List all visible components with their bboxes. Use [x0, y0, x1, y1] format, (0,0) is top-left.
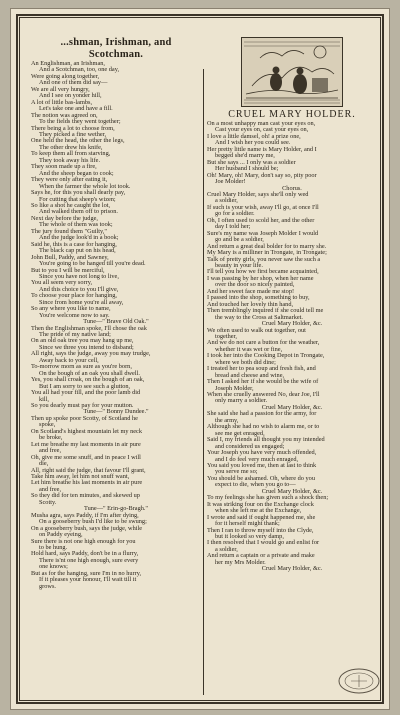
library-stamp-image — [337, 667, 381, 695]
verse-line: And walked them off to prison. — [39, 208, 118, 216]
verse-line: Cruel Mary Holder, says she'll only wed — [207, 190, 309, 198]
verse-line: Then I asked her if she would be the wife of — [207, 378, 319, 386]
verse-line: To-morrow morn as sure as you're born, — [31, 363, 132, 371]
verse-line: Tune—" Bonny Dundee." — [83, 408, 149, 416]
verse-line: On a most unhappy man cast your eyes on, — [207, 120, 316, 127]
verse-line: And I see on yonder hill, — [39, 92, 102, 100]
verse-line: To keep them all from starving, — [31, 150, 111, 158]
verse-line: but it looked so very damp, — [215, 533, 284, 540]
left-song-title-line1: ...shman, Irishman, and — [60, 37, 172, 48]
verse-line: spoke, — [39, 421, 56, 429]
verse-line: Oh! Mary, oh! Mary, don't say so, pity poor — [207, 171, 317, 179]
verse-line: Says he, for this you shall dearly pay, — [31, 189, 126, 197]
verse-line: Next day before the judge, — [31, 214, 98, 222]
verse-line: I took her into the Cooking Depot in Trongate, — [207, 352, 325, 360]
verse-line: and I do feel very much enraged, — [215, 455, 299, 463]
verse-line: One held the head, the other the legs, — [31, 137, 125, 145]
verse-line: So you dearly must pay for your mutton. — [31, 402, 134, 410]
verse-line: When she cruelly answered No, dear Joe, I'll — [207, 391, 320, 399]
verse-line: Cast your eyes on, cast your eyes on, — [215, 126, 309, 134]
left-song-title-line2: Scotchman. — [88, 49, 144, 60]
verse-line: Said he, this is a case for hanging, — [31, 240, 117, 248]
verse-line: The pride of my native land; — [39, 331, 111, 339]
left-song-column — [31, 37, 201, 695]
verse-line: a soldier, — [215, 545, 238, 553]
verse-line: Cruel Mary Holder, &c. — [261, 403, 323, 411]
verse-line: And a Scotchman, too, one day, — [39, 66, 120, 74]
verse-line: Oh, I often used to scold her, and the other — [207, 216, 315, 224]
verse-line: If such is your wish, away I'll go, at once I'll — [207, 203, 319, 211]
verse-line: They soon made up a fire, — [31, 163, 97, 171]
verse-line: You're going to be hanged till you're dead. — [39, 260, 146, 268]
verse-line: Since we three you intend to disband; — [39, 343, 134, 351]
verse-line: grows. — [39, 582, 56, 590]
verse-line: And I wish her you could see. — [215, 139, 291, 147]
right-song-verses — [207, 121, 377, 573]
verse-line: It was striking four on the Exchange clock — [207, 500, 314, 508]
verse-line: They took away his life. — [39, 156, 101, 164]
verse-line: To my feelings she has given such a shock then; — [207, 494, 329, 502]
verse-line: Sure's my name was Joseph Molder I would — [207, 229, 319, 237]
woodcut-vignette-image — [241, 37, 343, 107]
verse-line: The black cap put on his head, — [39, 247, 116, 255]
verse-line: And return a captain or a private and make — [207, 552, 315, 560]
verse-line: you serve me so; — [215, 468, 258, 476]
verse-line: So they did for ten minutes, and skewed up — [31, 492, 140, 500]
verse-line: beauty in your life. — [215, 261, 263, 269]
verse-line: The whole of them was took; — [39, 221, 113, 229]
verse-line: John Bull, Paddy, and Sawney, — [31, 253, 109, 261]
verse-line: I was passing by her shop, when her name — [207, 274, 314, 282]
verse-line: I then resolved that I would go and enlist for — [207, 539, 320, 547]
verse-line: and considered us engaged; — [215, 442, 285, 450]
left-song-verses — [31, 61, 201, 590]
verse-line: And touched her lovely thin hand, — [207, 300, 294, 308]
verse-line: But I am sorry to see such a glutton, — [39, 382, 131, 390]
verse-line: on Paddy eyeing, — [39, 531, 83, 539]
verse-line: Hold hard, says Paddy, don't be in a flurry, — [31, 550, 139, 558]
broadside-sheet — [10, 8, 390, 710]
verse-line: You're welcome now to say. — [39, 311, 110, 319]
verse-line: to be hung. — [39, 543, 68, 551]
verse-line: over the door so nicely painted, — [215, 281, 295, 289]
right-song-column — [207, 37, 377, 695]
verse-line: I passed into the shop, something to buy, — [207, 294, 310, 302]
verse-line: Joseph Molder, — [215, 384, 254, 392]
verse-line: All, right said the judge, that favour I'll grant, — [31, 466, 146, 474]
verse-line: go and be a soldier, — [215, 236, 264, 244]
verse-line: together, — [215, 332, 237, 340]
verse-line: be broke, — [39, 434, 63, 442]
verse-line: And one of them did say— — [39, 79, 108, 87]
verse-line: On a gooseberry bush, says the judge, while — [31, 524, 143, 532]
verse-line: The notion was agreed on, — [31, 111, 98, 119]
verse-line: An Englishman, an Irishman, — [31, 60, 105, 67]
verse-line: only marry a soldier. — [215, 397, 268, 405]
verse-line: You all had your fill, and the poor lamb did — [31, 389, 141, 397]
verse-line: Your Joseph you have very much offended, — [207, 449, 317, 457]
verse-line: You said you loved me, then at last to think — [207, 462, 317, 470]
verse-line: the army, — [215, 416, 239, 424]
verse-line: To the fields they went together; — [39, 118, 121, 126]
verse-line: bread and cheese and wine, — [215, 371, 285, 379]
verse-line: And the judge look'd in a book; — [39, 234, 119, 242]
verse-line: They picked a fine wether, — [39, 130, 107, 138]
verse-line: and free, — [39, 485, 62, 493]
verse-line: Said I, my friends all thought you my intended — [207, 436, 325, 444]
verse-line: Joe Molder! — [215, 178, 246, 186]
verse-line: The jury found them "Guilty," — [31, 227, 107, 235]
verse-line: Let me breathe my last moments in air pure — [31, 440, 141, 448]
verse-line: Oh, give me some snuff, and in peace I will — [31, 453, 141, 461]
verse-line: I wrote and said if ought happened me, she — [207, 513, 316, 521]
verse-line: And the sheep began to cook; — [39, 169, 114, 177]
verse-line: the way to the Cross at Saltmarket. — [215, 313, 303, 321]
column-divider — [203, 69, 204, 695]
verse-line: So any where you like to name, — [31, 305, 111, 313]
verse-line: Take him away, let him not snuff want, — [31, 473, 130, 480]
verse-line: Let him breathe his last moments in air pure — [31, 479, 143, 487]
verse-line: We often used to walk out together, out — [207, 326, 306, 334]
verse-line: I love a little damsel, oh! a prize one, — [207, 132, 301, 140]
verse-line: Yes, you shall croak, on the bough of an oak, — [31, 376, 145, 384]
verse-line: Tune—" Erin-go-Bragh." — [83, 505, 149, 513]
verse-line: Let's take one and have a fill. — [39, 105, 113, 113]
verse-line: For cutting that sheep's wizen; — [39, 195, 116, 203]
verse-line: Scotty. — [39, 498, 57, 506]
verse-line: A lot of little bas-lambs, — [31, 98, 93, 106]
verse-line: But as for the hanging, sure I'm in no hurry, — [31, 569, 142, 577]
verse-line: kill, — [39, 395, 49, 403]
verse-line: But she says ... I only was a soldier — [207, 158, 296, 166]
verse-line: On a gooseberry bush I'd like to be swung; — [39, 518, 147, 526]
verse-line: die, — [39, 460, 49, 468]
verse-line: Cruel Mary Holder, &c. — [261, 565, 323, 573]
verse-line: and free, — [39, 447, 62, 455]
verse-line: If it pleases your honour, I'll wait till it — [39, 576, 137, 584]
verse-line: day I told her; — [215, 223, 251, 231]
verse-line: There being a lot to choose from, — [31, 124, 115, 132]
verse-line: And her sweet face made me stop! — [207, 287, 295, 295]
verse-line: when she left me at the Exchange, — [215, 507, 302, 515]
verse-line: her my Mrs Molder. — [215, 558, 266, 566]
verse-line: Then up spoke poor Scotty, of Scotland he — [31, 414, 138, 422]
verse-line: Then the Englishman spoke, I'll chose the oak — [31, 324, 147, 332]
verse-line: begged she'd marry me, — [215, 152, 275, 160]
verse-line: Talk of pretty girls, you never saw the such a — [207, 255, 321, 263]
verse-line: On an old oak tree you may hang up me, — [31, 337, 134, 345]
verse-line: one knows; — [39, 563, 68, 571]
verse-line: Then tremblingly inquired if she could tell me — [207, 307, 324, 315]
verse-line: Cruel Mary Holder, &c. — [261, 487, 323, 495]
verse-line: Tune—" Brave Old Oak." — [83, 318, 149, 326]
verse-line: There is'nt one high enough, sure every — [39, 556, 139, 564]
verse-line: We are all very hungry, — [31, 85, 90, 93]
verse-line: When the farmer the whole lot took. — [39, 182, 131, 190]
verse-line: Away back to your cell, — [39, 356, 99, 364]
verse-line: On the bough of an oak you shall dwell. — [39, 369, 140, 377]
verse-line: The other drew his knife, — [39, 143, 103, 151]
verse-line: see me get enraged, — [215, 429, 265, 437]
right-song-title: CRUEL MARY HOLDER. — [228, 109, 356, 120]
verse-line: go for a soldier. — [215, 210, 255, 218]
verse-line: And return a great deal bolder for to marry she. — [207, 242, 327, 250]
verse-line: Cruel Mary Holder, &c. — [261, 320, 323, 328]
verse-line: Her husband I should be; — [215, 165, 279, 173]
verse-line: Since you have not long to live, — [39, 272, 119, 280]
verse-line: They were only after eating it, — [31, 176, 108, 184]
verse-line: You all seem very sorry, — [31, 279, 93, 287]
verse-line: Her pretty little name is Mary Holder, and I — [207, 145, 317, 153]
verse-line: a soldier, — [215, 197, 238, 205]
verse-line: My Mary is a milliner in Trongate, in Trongate; — [207, 249, 327, 257]
verse-line: Although she had no wish to alarm me, or to — [207, 423, 320, 431]
verse-line: where we both did dine; — [215, 358, 276, 366]
verse-line: You should be ashamed. Oh, where do you — [207, 474, 315, 482]
verse-line: expect to die, when you go to— — [215, 481, 296, 489]
verse-line: To choose your place for hanging, — [31, 292, 117, 300]
verse-line: Musha agra, says Paddy, if I'm after dying, — [31, 511, 139, 519]
verse-line: for it herself might thank; — [215, 520, 280, 528]
verse-line: Sure there is not one high enough for you — [31, 537, 136, 545]
verse-line: whether it was wet or fine, — [215, 345, 283, 353]
verse-line: So like a shot he caught the lot, — [31, 201, 111, 209]
verse-line: All right, says the judge, away you may trudge, — [31, 350, 151, 358]
verse-line: Since from home you're all away, — [39, 298, 124, 306]
verse-line: Were going along together, — [31, 72, 100, 80]
verse-line: And this choice to you I'll give, — [39, 285, 119, 293]
verse-line: She said she had a passion for the army, for — [207, 410, 317, 418]
verse-line: And we do not care a button for the weather, — [207, 339, 320, 347]
verse-line: I'll tell you how we first became acquainted, — [207, 268, 319, 276]
verse-line: Then I ran to throw myself into the Clyde, — [207, 526, 314, 534]
verse-line: I treated her to pea soup and fresh fish, and — [207, 365, 316, 373]
verse-line: On Scotland's highest mountain let my neck — [31, 427, 142, 435]
verse-line: But to you I will be merciful, — [31, 266, 105, 274]
verse-line: Chorus. — [282, 184, 302, 192]
